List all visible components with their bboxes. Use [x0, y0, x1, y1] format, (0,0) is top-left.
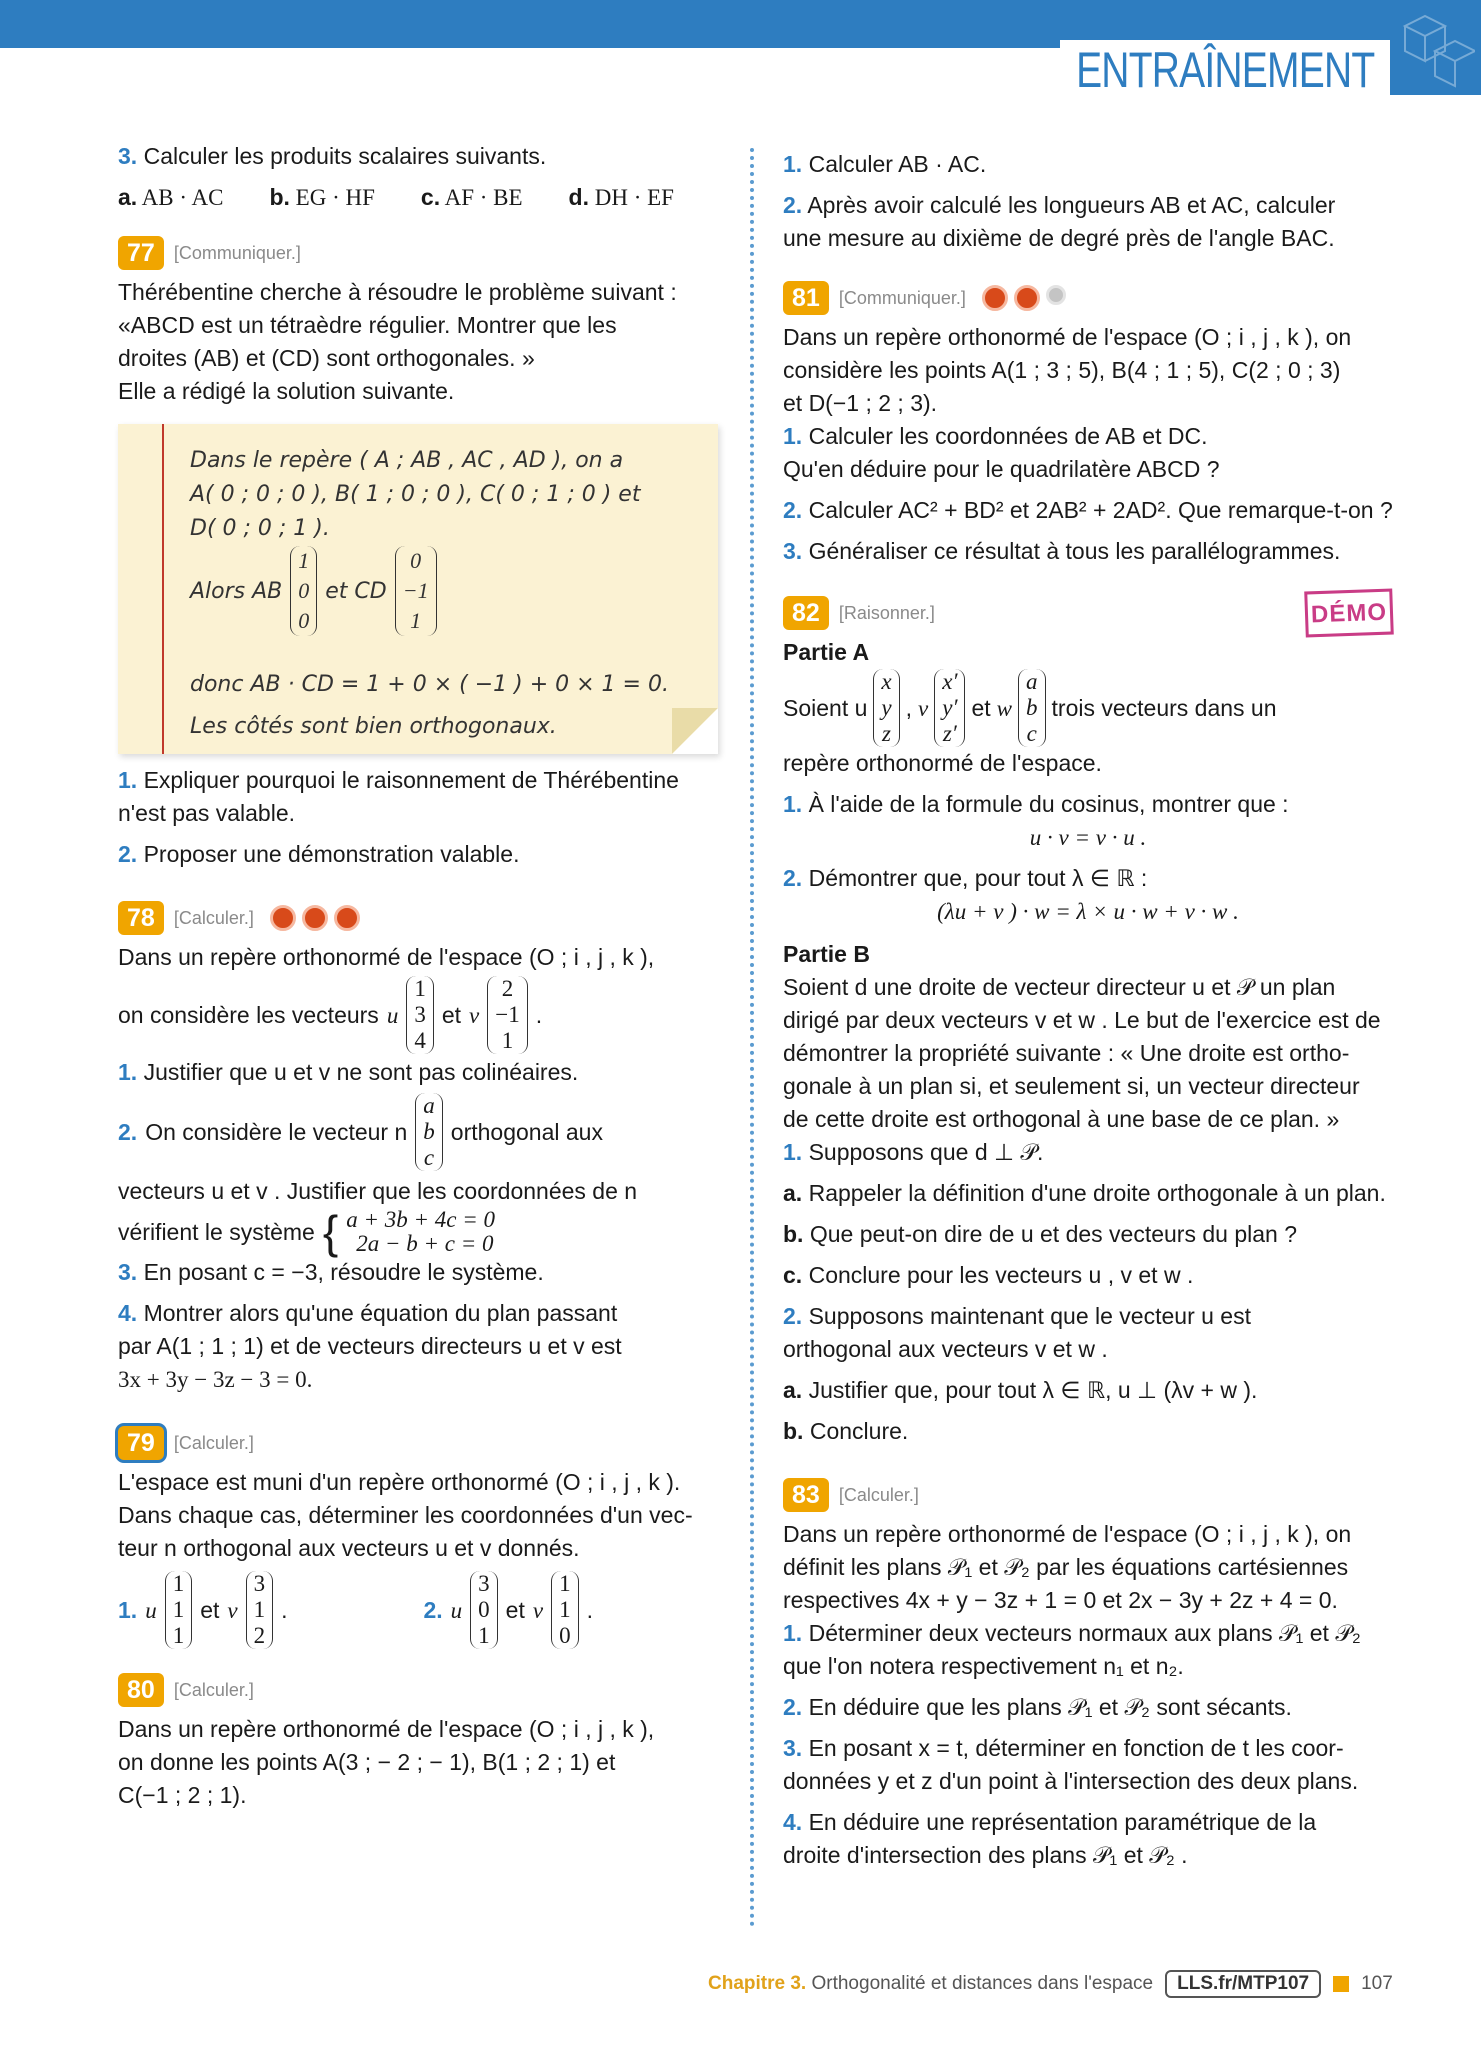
ex81-header: [783, 281, 1393, 315]
ex80-q2: 2. Après avoir calculé les longueurs AB et AC, calculer: [783, 192, 1336, 218]
n-matrix: a b c: [415, 1093, 443, 1171]
demo-stamp: DÉMO: [1304, 588, 1394, 637]
ex83-q4: 4. En déduire une représentation paramétrique de la: [783, 1809, 1317, 1835]
exercise-number-badge: 79: [118, 1426, 164, 1460]
difficulty-dot-icon: [982, 285, 1008, 311]
ex78-q2: 2. On considère le vecteur n a b c orthogonal aux: [118, 1093, 603, 1170]
ex77-q1: 1. Expliquer pourquoi le raisonnement de Thérébentine: [118, 767, 679, 793]
q3-items: a. AB · AC b. EG · HF c. AF · BE d. DH · EF: [118, 184, 674, 210]
ex83-q1: 1. Déterminer deux vecteurs normaux aux plans 𝒫₁ et 𝒫₂: [783, 1620, 1361, 1646]
ex78-q4: 4. Montrer alors qu'une équation du plan passant: [118, 1300, 618, 1326]
page-footer: [708, 1970, 1393, 1998]
exercise-number-badge: 77: [118, 236, 164, 270]
ex81-q3: 3. Généraliser ce résultat à tous les parallélogrammes.: [783, 538, 1341, 564]
skill-tag: [Communiquer.]: [173, 242, 301, 263]
ex78-q3: 3. En posant c = −3, résoudre le système.: [118, 1259, 544, 1285]
ex82-b2: 2. Supposons maintenant que le vecteur u est: [783, 1303, 1251, 1329]
ex77-q2: 2. Proposer une démonstration valable.: [118, 841, 520, 867]
skill-tag: [Calculer.]: [838, 1484, 919, 1505]
ex80-header: [118, 1673, 718, 1707]
chapter-title: Orthogonalité et distances dans l'espace: [811, 1973, 1154, 1994]
difficulty-dot-icon: [270, 905, 296, 931]
skill-tag: [Communiquer.]: [838, 287, 966, 308]
section-title: ENTRAÎNEMENT: [1075, 42, 1375, 98]
exercise-number-badge: 82: [783, 596, 829, 630]
skill-tag: [Raisonner.]: [838, 602, 935, 623]
page-number: 107: [1361, 1973, 1393, 1994]
difficulty-dot-icon: [302, 905, 328, 931]
difficulty-dot-empty-icon: [1046, 285, 1066, 305]
left-column: 3. Calculer les produits scalaires suivants. a. AB · AC b. EG · HF c. AF · BE d. DH · EF 77 [Communiquer.] Thérébentine cherche à résoudre le problème suivant : «ABCD est un tétraèdre régulier. Montrer que les droites (AB) et (CD) sont orthogonales. » Elle a rédigé la solution suivante. Dans le repère ( A ; AB , AC , AD ), on a A( 0 ; 0 ; 0 ), B( 1 ; 0 ; 0 ), C( 0 ; 1 ; 0 ) et D( 0 ; 0 ; 1 ). Alors AB 1 0 0 et CD 0 −1 1 donc AB · CD = 1 + 0 × ( −1 ) + 0 × 1 = 0. Les côtés sont bien orthogonaux. 1. Expliquer pourquoi le raisonnement de Thérébentine n'est pas valable. 2. Proposer une démonstration valable. 78 [Calculer.] Dans un repère orthonormé de l'espace (O ; i , j , k ), on considère les vecteurs u 1 3 4 et v 2 −1 1 . 1. Justifier que u et v ne sont pas colinéaires. 2. On considère le vecteur n a b c orthogonal aux vecteurs u et v . Justifier que les coordonnées de n vérifient le système { a + 3b + 4c = 0 2a − b + c = 0 3. En posant c = −3, résoudre le système. 4. Montrer alors qu'une équation du plan passant par A(1 ; 1 ; 1) et de vecteurs directeurs u et v est 3x + 3y − 3z − 3 = 0. 79 [Calculer.] L'espace est muni d'un repère orthonormé (O ; i , j , k ). Dans chaque cas, déterminer les coordonnées d'un vec- teur n orthogonal aux vecteurs u et v donnés. 1. u 1 1 1 et v 3 1 2 . 2. u 3 0 1 et v 1 1 0 . 80 [Calculer.] Dans un repère orthonormé de l'espace (O ; i , j , k ), on donne les points A(3 ; − 2 ; − 1), B(1 ; 2 ; 1) et C(−1 ; 2 ; 1).: [118, 140, 718, 1812]
ex83-header: [783, 1478, 1393, 1512]
cubes-pattern-icon: [1395, 6, 1475, 90]
ex77-header: [118, 236, 718, 270]
difficulty-dots: [270, 905, 360, 931]
u-matrix: 1 3 4: [406, 976, 434, 1054]
ex82-vectors: Soient u x y z , v x′ y′ z′ et w a b c trois vecteurs dans un: [783, 669, 1277, 746]
column-divider: [750, 148, 754, 1928]
ex81-q1: 1. Calculer les coordonnées de AB et DC.: [783, 423, 1208, 449]
skill-tag: [Calculer.]: [173, 1679, 254, 1700]
difficulty-dot-icon: [1014, 285, 1040, 311]
resource-link[interactable]: LLS.fr/MTP107: [1165, 1970, 1321, 1998]
note-margin-line: [162, 424, 164, 754]
exercise-number-badge: 81: [783, 281, 829, 315]
ex82-header: [783, 596, 1393, 630]
ex78-intro: Dans un repère orthonormé de l'espace (O ; i , j , k ),: [118, 944, 655, 970]
exercise-number-badge: 78: [118, 901, 164, 935]
ex82-a1: 1. À l'aide de la formule du cosinus, montrer que :: [783, 791, 1289, 817]
chapter-label: Chapitre 3.: [708, 1973, 807, 1994]
v-matrix: 2 −1 1: [487, 976, 527, 1054]
exercise-number-badge: 83: [783, 1478, 829, 1512]
ex78-q1: 1. Justifier que u et v ne sont pas colinéaires.: [118, 1059, 579, 1085]
ex77-intro: Thérébentine cherche à résoudre le problème suivant :: [118, 279, 677, 305]
ex78-system: vérifient le système { a + 3b + 4c = 0 2a − b + c = 0: [118, 1206, 496, 1258]
exercise-number-badge: 80: [118, 1673, 164, 1707]
ab-matrix: 1 0 0: [290, 546, 317, 636]
ex78-vectors: on considère les vecteurs u 1 3 4 et v 2 −1 1 .: [118, 976, 543, 1053]
difficulty-dot-icon: [334, 905, 360, 931]
ex81-q2: 2. Calculer AC² + BD² et 2AB² + 2AD². Que remarque-t-on ?: [783, 497, 1393, 523]
ex80-q1: 1. Calculer AB · AC.: [783, 151, 987, 177]
handwritten-solution-note: Dans le repère ( A ; AB , AC , AD ), on a A( 0 ; 0 ; 0 ), B( 1 ; 0 ; 0 ), C( 0 ; 1 ; 0 ) et D( 0 ; 0 ; 1 ). Alors AB 1 0 0 et CD 0 −1 1 donc AB · CD = 1 + 0 × ( −1 ) + 0 × 1 = 0. Les côtés sont bien orthogonaux.: [118, 424, 718, 754]
ex83-q3: 3. En posant x = t, déterminer en fonction de t les coor-: [783, 1735, 1344, 1761]
right-column: 1. Calculer AB · AC. 2. Après avoir calculé les longueurs AB et AC, calculer une mesure au dixième de degré près de l'angle BAC. 81 [Communiquer.] Dans un repère orthonormé de l'espace (O ; i , j , k ), on considère les points A(1 ; 3 ; 5), B(4 ; 1 ; 5), C(2 ; 0 ; 3) et D(−1 ; 2 ; 3). 1. Calculer les coordonnées de AB et DC. Qu'en déduire pour le quadrilatère ABCD ? 2. Calculer AC² + BD² et 2AB² + 2AD². Que remarque-t-on ? 3. Généraliser ce résultat à tous les parallélogrammes. 82 [Raisonner.] DÉMO Partie A Soient u x y z , v x′ y′ z′ et w a b c trois vecteurs dans un repère orthonormé de l'espace. 1. À l'aide de la formule du cosinus, montrer que : u · v = v · u . 2. Démontrer que, pour tout λ ∈ ℝ : (λu + v ) · w = λ × u · w + v · w . Partie B Soient d une droite de vecteur directeur u et 𝒫 un plan dirigé par deux vecteurs v et w . Le but de l'exercice est de démontrer la propriété suivante : « Une droite est ortho- gonale à un plan si, et seulement si, un vecteur directeur de cette droite est orthogonal à une base de ce plan. » 1. Supposons que d ⊥ 𝒫. a. Rappeler la définition d'une droite orthogonale à un plan. b. Que peut-on dire de u et des vecteurs du plan ? c. Conclure pour les vecteurs u , v et w . 2. Supposons maintenant que le vecteur u est orthogonal aux vecteurs v et w . a. Justifier que, pour tout λ ∈ ℝ, u ⊥ (λv + w ). b. Conclure. 83 [Calculer.] Dans un repère orthonormé de l'espace (O ; i , j , k ), on définit les plans 𝒫₁ et 𝒫₂ par les équations cartésiennes respectives 4x + y − 3z + 1 = 0 et 2x − 3y + 2z + 4 = 0. 1. Déterminer deux vecteurs normaux aux plans 𝒫₁ et 𝒫₂ que l'on notera respectivement n₁ et n₂. 2. En déduire que les plans 𝒫₁ et 𝒫₂ sont sécants. 3. En posant x = t, déterminer en fonction de t les coor- données y et z d'un point à l'intersection des deux plans. 4. En déduire une représentation paramétrique de la droite d'intersection des plans 𝒫₁ et 𝒫₂ .: [783, 148, 1393, 1872]
cd-matrix: 0 −1 1: [395, 546, 437, 636]
note-vectors: Alors AB 1 0 0 et CD 0 −1 1: [190, 546, 437, 636]
difficulty-dots: [982, 285, 1066, 311]
ex83-q2: 2. En déduire que les plans 𝒫₁ et 𝒫₂ sont sécants.: [783, 1694, 1292, 1720]
section-title-box: [1060, 40, 1390, 100]
ex82-a2: 2. Démontrer que, pour tout λ ∈ ℝ :: [783, 865, 1148, 891]
page-marker-icon: [1333, 1976, 1349, 1992]
ex79-cases: 1. u 1 1 1 et v 3 1 2 . 2. u 3 0 1 et v 1 1 0 .: [118, 1571, 593, 1648]
ex78-header: [118, 901, 718, 935]
ex82-b1: 1. Supposons que d ⊥ 𝒫.: [783, 1139, 1044, 1165]
header-bar: [0, 0, 1060, 48]
skill-tag: [Calculer.]: [173, 907, 254, 928]
q3-statement: 3. Calculer les produits scalaires suivants.: [118, 143, 547, 169]
ex79-header: [118, 1426, 718, 1460]
skill-tag: [Calculer.]: [173, 1432, 254, 1453]
